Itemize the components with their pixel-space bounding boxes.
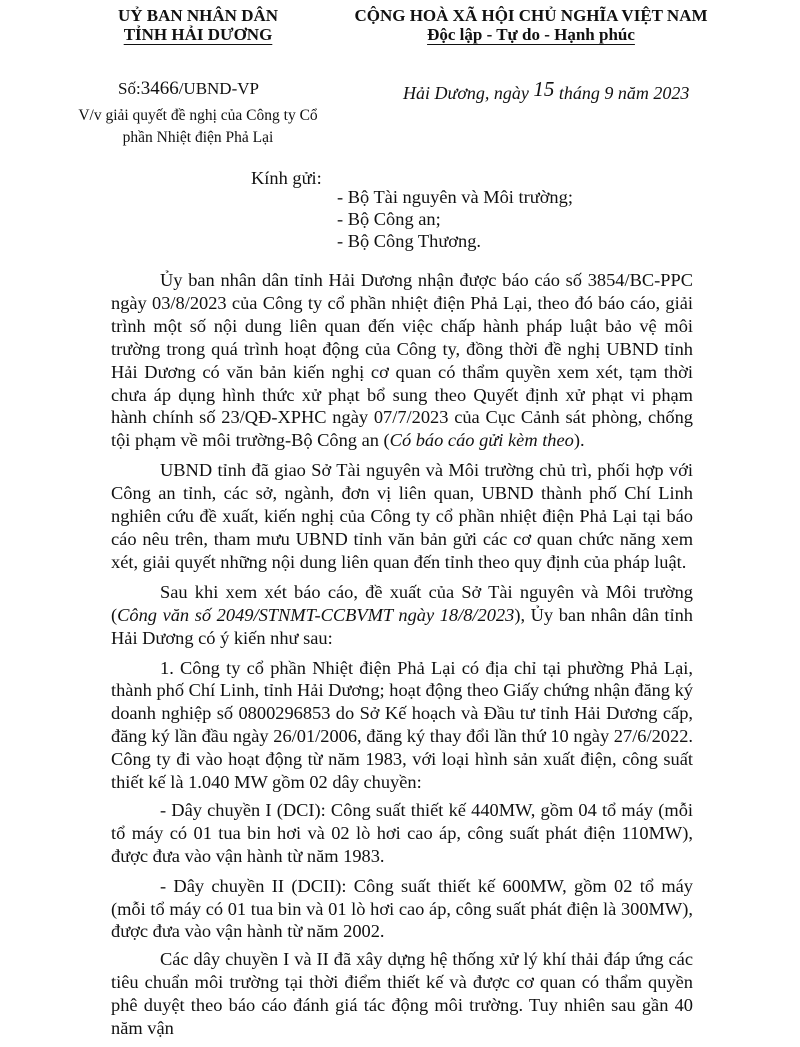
paragraph: Sau khi xem xét báo cáo, đề xuất của Sở Tài nguyên và Môi trường (Công văn số 2049/STNMT-CCBVMT ngày 18/8/2023), Ủy ban nhân dân tỉnh Hải Dương có ý kiến như sau: [111, 581, 693, 648]
paragraph: Ủy ban nhân dân tỉnh Hải Dương nhận được báo cáo số 3854/BC-PPC ngày 03/8/2023 của Công ty cổ phần nhiệt điện Phả Lại, theo đó báo cáo, giải trình một số nội dung liên quan đến việc chấp hành pháp luật bảo vệ môi trường trong quá trình hoạt động của Công ty, đồng thời đề nghị UBND tỉnh Hải Dương có văn bản kiến nghị cơ quan có thẩm quyền xem xét, tạm thời chưa áp dụng hình thức xử phạt bổ sung theo Quyết định xử phạt vi phạm hành chính số 23/QĐ-XPHC ngày 07/7/2023 của Cục Cảnh sát phòng, chống tội phạm về môi trường-Bộ Công an (Có báo cáo gửi kèm theo). [111, 270, 693, 451]
date-day: 15 [533, 77, 555, 101]
nation-line-2: Độc lập - Tự do - Hạnh phúc [427, 25, 635, 44]
recipients-label: Kính gửi: [251, 168, 322, 188]
agency-line-1: UỶ BAN NHÂN DÂN [117, 6, 279, 25]
paragraph: - Dây chuyền II (DCII): Công suất thiết kế 600MW, gồm 02 tổ máy (mỗi tổ máy có 01 tua bin và 01 lò hơi cao áp, công suất phát điện là 300MW), được đưa vào vận hành từ năm 2002. [111, 875, 693, 942]
recipient-item: - Bộ Công an; [337, 209, 441, 229]
document-body [111, 269, 693, 1047]
document-date: Hải Dương, ngày 15 tháng 9 năm 2023 [403, 77, 690, 103]
recipient-item: - Bộ Tài nguyên và Môi trường; [337, 187, 573, 207]
agency-line-2: TỈNH HẢI DƯƠNG [123, 25, 273, 44]
recipient-item: - Bộ Công Thương. [337, 231, 482, 251]
document-number: Số:3466/UBND-VP [118, 78, 259, 99]
paragraph: 1. Công ty cổ phần Nhiệt điện Phả Lại có địa chỉ tại phường Phả Lại, thành phố Chí Linh, tỉnh Hải Dương; hoạt động theo Giấy chứng nhận đăng ký doanh nghiệp số 0800296853 do Sở Kế hoạch và Đầu tư tỉnh Hải Dương cấp, đăng ký lần đầu ngày 26/01/2006, đăng ký thay đổi lần thứ 10 ngày 27/6/2022. Công ty đi vào hoạt động từ năm 1983, với loại hình sản xuất điện, công suất thiết kế là 1.040 MW gồm 02 dây chuyền: [111, 657, 693, 793]
paragraph: - Dây chuyền I (DCI): Công suất thiết kế 440MW, gồm 04 tổ máy (mỗi tổ máy có 01 tua bin hơi và 02 lò hơi cao áp, công suất phát điện 110MW), được đưa vào vận hành từ năm 1983. [111, 799, 693, 866]
nation-line-1: CỘNG HOÀ XÃ HỘI CHỦ NGHĨA VIỆT NAM [354, 6, 708, 25]
document-number-value: 3466 [140, 78, 179, 99]
agency-name [62, 6, 334, 45]
national-motto [350, 6, 712, 45]
document-subject: V/v giải quyết đề nghị của Công ty Cổ phần Nhiệt điện Phả Lại [78, 107, 318, 146]
paragraph: UBND tỉnh đã giao Sở Tài nguyên và Môi trường chủ trì, phối hợp với Công an tỉnh, các sở, ngành, đơn vị liên quan, UBND thành phố Chí Linh nghiên cứu đề xuất, kiến nghị của Công ty cổ phần nhiệt điện Phả Lại tại báo cáo nêu trên, tham mưu UBND tỉnh văn bản gửi các cơ quan chức năng xem xét, giải quyết những nội dung liên quan đến tỉnh theo quy định của pháp luật. [111, 460, 693, 572]
paragraph: Các dây chuyền I và II đã xây dựng hệ thống xử lý khí thải đáp ứng các tiêu chuẩn môi trường tại thời điểm thiết kế và được cơ quan có thẩm quyền phê duyệt theo báo cáo đánh giá tác động môi trường. Tuy nhiên sau gần 40 năm vận [111, 949, 693, 1039]
